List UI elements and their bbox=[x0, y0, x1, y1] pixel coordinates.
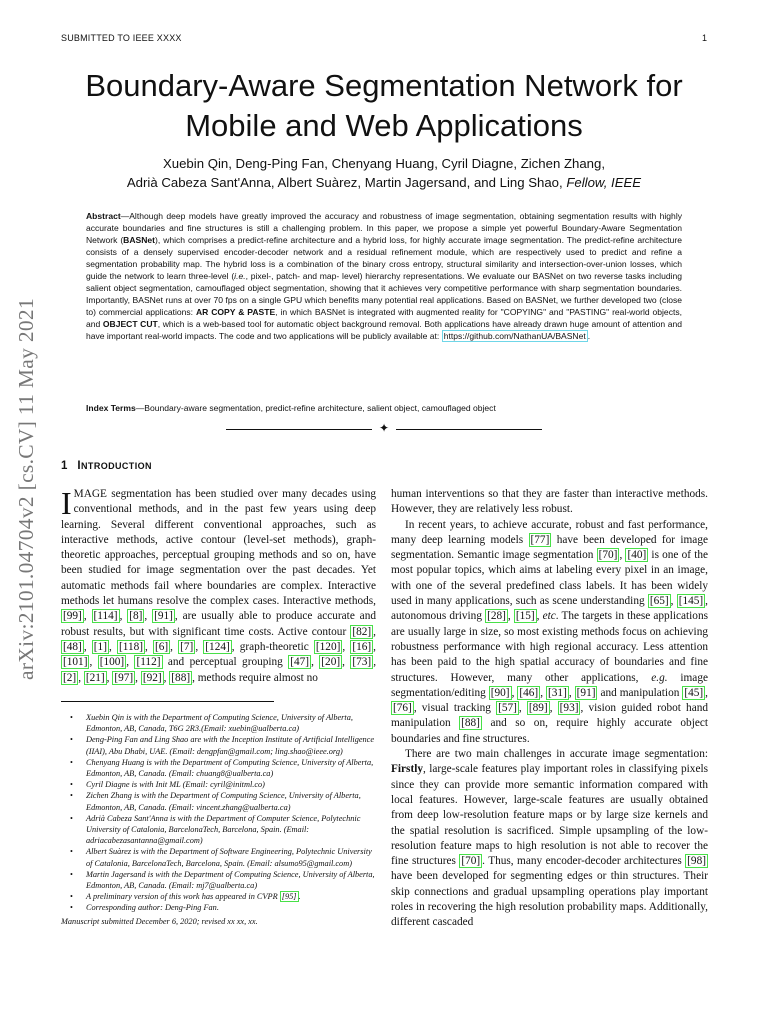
abstract-text: , which is a web-based tool for automatic object background removal. Both applications have already drawn huge amount of attention and have important real-world impacts. The code and two applications will be publicly available at: bbox=[86, 318, 683, 341]
footnote-item: • Deng-Ping Fan and Ling Shao are with the Inception Institute of Artificial Intelligence (IIAI), Abu Dhabi, UAE. (Email: dengpfan@gmail.com; ling.shao@ieee.org) bbox=[76, 734, 376, 756]
section-title bbox=[77, 460, 152, 472]
page-number: 1 bbox=[701, 33, 707, 43]
abstract bbox=[86, 211, 682, 342]
citation-link[interactable]: [98] bbox=[687, 855, 706, 868]
citation-link[interactable]: [92] bbox=[142, 671, 162, 684]
citation-link[interactable]: [15] bbox=[515, 610, 535, 623]
section-divider bbox=[226, 421, 542, 435]
divider-line bbox=[396, 429, 542, 430]
running-header: SUBMITTED TO IEEE XXXX bbox=[61, 33, 182, 43]
intro-paragraph: IMAGE segmentation has been studied over many decades using conventional methods, and in the past few years using deep learning. Several different conventional approaches, such as interactive methods, active contour (level-set methods), graph-theoretic approaches, perceptual grouping methods and so on, have been studied for image segmentation over the past decades. Yet automatic methods fail where boundaries are complex. Interactive methods let humans resolve the complex cases. Interactive methods, [99] , [114] , [8] , [91] , are usually able to produce accurate and robust results, but with significant time costs. Active contour [82] , [48] , [1] , [118] , [6] , [7] , [124] , graph-theoretic [120] , [16] , [101] , [100] , [112] and perceptual grouping [47] , [20] , [73] , [2] , [21] , [97] , [92] , [88] , methods require almost no bbox=[61, 485, 377, 684]
footnote-item: • Chenyang Huang is with the Department of Computing Science, University of Alberta, Edmonton, AB, Canada. (Email: chuang8@ualberta.ca) bbox=[76, 757, 376, 779]
body-text: , autonomous driving bbox=[391, 595, 708, 623]
citation-link[interactable]: [73] bbox=[352, 656, 372, 669]
body-text: . Thus, many encoder-decoder architectures bbox=[482, 855, 686, 868]
citation-link[interactable]: [100] bbox=[99, 656, 125, 669]
body-text: . The targets in these applications are usually large in size, so most existing methods focus on achieving robustness performance with high regional accuracy. Less attention has been paid to the high spatial accuracy of boundaries and fine structures. However, many other applications, bbox=[391, 610, 708, 684]
citation-link[interactable]: [2] bbox=[63, 671, 77, 684]
body-text: There are two main challenges in accurate image segmentation: bbox=[405, 748, 708, 761]
footnote-text: A preliminary version of this work has appeared in CVPR bbox=[86, 892, 280, 902]
citation-link[interactable]: [20] bbox=[321, 656, 341, 669]
footnote-item: • Xuebin Qin is with the Department of Computing Science, University of Alberta, Edmonton, AB, Canada, T6G 2R3.(Email: xuebin@ualberta.ca) bbox=[76, 712, 376, 734]
footnote-item: • Zichen Zhang is with the Department of Computing Science, University of Alberta, Edmonton, AB, Canada. (Email: vincent.zhang@ualberta.ca) bbox=[76, 790, 376, 812]
abstract-basnet: BASNet bbox=[123, 234, 155, 245]
index-terms-text: —Boundary-aware segmentation, predict-refine architecture, salient object, camouflaged object bbox=[135, 403, 496, 413]
divider-line bbox=[226, 429, 372, 430]
citation-link[interactable]: [1] bbox=[93, 640, 107, 653]
citation-link[interactable]: [45] bbox=[684, 686, 704, 699]
body-text: have been developed for segmenting edges or thin structures. Their skip connections and gradual upsampling operations play important roles in recovering the high resolution probability maps. Additionally, different cascaded bbox=[391, 870, 708, 929]
section-title-rest: NTRODUCTION bbox=[81, 461, 152, 471]
manuscript-note: Manuscript submitted December 6, 2020; revised xx xx, xx. bbox=[61, 916, 258, 926]
body-text: image segmentation/editing bbox=[391, 671, 708, 699]
body-text: and perceptual grouping bbox=[162, 656, 289, 669]
title-line-1: Boundary-Aware Segmentation Network for bbox=[85, 68, 683, 103]
abstract-text: , pixel-, patch- and map- level) hierarchy representations. We evaluate our BASNet on two reverse tasks including salient object segmentation, camouflaged object segmentation, showing that it achieves very competitive performance with sharp segmentation boundaries. Importantly, BASNet runs at over 70 fps on a single GPU which benefits many potential real applications. Based on BASNet, we further developed two (close to) commercial applications: bbox=[86, 270, 682, 317]
citation-link[interactable]: [6] bbox=[154, 640, 169, 653]
citation-link[interactable]: [91] bbox=[154, 610, 173, 623]
citation-link[interactable]: [112] bbox=[136, 656, 161, 669]
footnote-text: . bbox=[298, 892, 301, 902]
authors-line-2: Adrià Cabeza Sant'Anna, Albert Suàrez, Martin Jagersand, and Ling Shao, bbox=[126, 175, 567, 191]
citation-link[interactable]: [95] bbox=[281, 892, 297, 902]
footnote-item: • Cyril Diagne is with Init ML (Email: cyril@initml.co) bbox=[76, 779, 376, 790]
author-list bbox=[40, 154, 728, 192]
citation-link[interactable]: [93] bbox=[559, 702, 579, 715]
footnote-item: • Martin Jagersand is with the Department of Computing Science, University of Alberta, Edmonton, AB, Canada. (Email: mj7@ualberta.ca) bbox=[76, 869, 376, 891]
citation-link[interactable]: [57] bbox=[498, 702, 517, 715]
body-text: Firstly bbox=[391, 763, 423, 776]
body-text: and so on, require highly accurate object boundaries and fine structures. bbox=[391, 717, 709, 745]
arxiv-stamp: arXiv:2101.04704v2 [cs.CV] 11 May 2021 bbox=[14, 297, 38, 680]
body-text: and manipulation bbox=[597, 686, 683, 699]
body-paragraph: In recent years, to achieve accurate, robust and fast performance, many deep learning models [77] have been developed for image segmentation. Semantic image segmentation [70] , [40] is one of the most popular topics, which aims at labeling every pixel in an image, with one of the several predefined class labels. It has been widely used in many applications, such as scene understanding [65] , [145] , autonomous driving [28] , [15] , etc. The targets in these applications are usually large in size, so most existing methods focus on achieving robustness performance with high regional accuracy. Less attention has been paid to the high spatial accuracy of boundaries and fine structures. However, many other applications, e.g. image segmentation/editing [90] , [46] , [31] , [91] and manipulation [45] , [76] , visual tracking [57] , [89] , [93] , vision guided robot hand manipulation [88] and so on, require highly accurate object boundaries and fine structures. bbox=[391, 518, 709, 745]
abstract-text: ), which comprises a predict-refine architecture and a hybrid loss, for highly accurate image segmentation. The predict-refine architecture consists of a densely supervised encoder-decoder network and a residual refinement module, which are respectively used to predict and refine a segmentation probability map. The hybrid loss is a combination of the binary cross entropy, structural similarity and intersection-over-union losses, which guide the network to learn three-level ( bbox=[86, 234, 682, 281]
body-text: , are usually able to produce accurate and robust results, but with significant time costs. Active contour bbox=[61, 610, 376, 638]
right-column bbox=[391, 487, 708, 931]
title-line-2: Mobile and Web Applications bbox=[185, 108, 583, 144]
body-paragraph bbox=[391, 747, 708, 931]
index-terms bbox=[86, 403, 682, 415]
citation-link[interactable]: [77] bbox=[530, 533, 550, 546]
citation-link[interactable]: [31] bbox=[548, 686, 567, 699]
citation-link[interactable]: [90] bbox=[490, 686, 510, 699]
left-column bbox=[61, 487, 376, 686]
abstract-text: . bbox=[587, 330, 591, 341]
section-number: 1 bbox=[61, 460, 68, 472]
citation-link[interactable]: [76] bbox=[393, 702, 412, 715]
citation-link[interactable]: [70] bbox=[598, 549, 618, 562]
paper-title bbox=[40, 66, 728, 147]
github-link[interactable]: https://github.com/NathanUA/BASNet bbox=[443, 330, 586, 341]
abstract-objectcut: OBJECT CUT bbox=[102, 318, 158, 329]
footnote-item: • Adrià Cabeza Sant'Anna is with the Department of Computer Science, Polytechnic University of Catalonia, BarcelonaTech, Barcelona, Spain. (Email: adriacabezasantanna@gmail.com) bbox=[76, 813, 376, 847]
body-text: is one of the most popular topics, which aims at labeling every pixel in an image, with one of the several predefined class labels. It has been widely used in many applications, such as scene understanding bbox=[391, 549, 708, 608]
body-text: segmentation has been studied over many decades using conventional methods, and in the past few years using deep learning. Several different conventional approaches, such as interactive methods, active contour (level-set methods), graph-theoretic approaches, perceptual grouping methods and so on, have been studied for image segmentation over the past decades. Yet automatic methods fail where boundaries are complex. Interactive methods let humans resolve the complex cases. Interactive methods, bbox=[61, 488, 376, 608]
citation-link[interactable]: [91] bbox=[576, 686, 596, 699]
citation-link[interactable]: [89] bbox=[528, 702, 548, 715]
citation-link[interactable]: [97] bbox=[114, 671, 134, 684]
section-heading bbox=[61, 460, 152, 472]
citation-link[interactable]: [88] bbox=[461, 717, 480, 730]
divider-star-icon: ✦ bbox=[378, 421, 390, 435]
citation-link[interactable]: [16] bbox=[352, 640, 372, 653]
footnote-item bbox=[76, 891, 376, 902]
citation-link[interactable]: [118] bbox=[118, 640, 144, 653]
abstract-text: , in which BASNet is integrated with augmented reality for "COPYING" and "PASTING" real-world objects, and bbox=[86, 306, 682, 329]
citation-link[interactable]: [46] bbox=[519, 686, 539, 699]
abstract-text: —Although deep models have greatly improved the accuracy and robustness of image segmentation, obtaining segmentation results with highly accurate boundaries and fine structures is still a challenging problem. In this paper, we propose a simple yet powerful Boundary-Aware Segmentation Network ( bbox=[86, 211, 682, 245]
citation-link[interactable]: [8] bbox=[129, 610, 143, 623]
body-text: have been developed for image segmentation. Semantic image segmentation bbox=[391, 533, 708, 562]
body-text: In recent years, to achieve accurate, robust and fast performance, many deep learning models bbox=[391, 518, 708, 546]
citation-link[interactable]: [70] bbox=[461, 855, 481, 868]
citation-link[interactable]: [7] bbox=[180, 640, 194, 653]
abstract-arcopy: AR COPY & PASTE bbox=[195, 306, 276, 317]
section-title-initial: I bbox=[77, 460, 82, 472]
authors-line-1: Xuebin Qin, Deng-Ping Fan, Chenyang Huang, Cyril Diagne, Zichen Zhang, bbox=[162, 156, 606, 171]
body-text: , vision guided robot hand manipulation bbox=[391, 702, 709, 730]
footnotes bbox=[61, 712, 376, 927]
citation-link[interactable]: [124] bbox=[205, 640, 230, 653]
index-terms-label: Index Terms bbox=[86, 403, 136, 413]
citation-link[interactable]: [145] bbox=[678, 595, 704, 608]
citation-link[interactable]: [48] bbox=[63, 640, 82, 653]
abstract-ie: i.e. bbox=[234, 270, 246, 281]
citation-link[interactable]: [65] bbox=[649, 595, 669, 608]
body-text: e.g. bbox=[651, 671, 668, 684]
citation-link[interactable]: [99] bbox=[63, 610, 82, 623]
drop-cap: I bbox=[61, 485, 72, 521]
body-text: etc bbox=[542, 610, 556, 623]
citation-link[interactable]: [28] bbox=[487, 610, 506, 623]
footnote-item: • Corresponding author: Deng-Ping Fan. bbox=[76, 902, 376, 913]
body-text: , methods require almost no bbox=[192, 671, 318, 684]
citation-link[interactable]: [40] bbox=[627, 549, 647, 562]
citation-link[interactable]: [21] bbox=[85, 671, 105, 684]
smallcaps-word: MAGE bbox=[73, 488, 107, 500]
citation-link[interactable]: [82] bbox=[352, 625, 372, 638]
fellow-title: Fellow, IEEE bbox=[566, 175, 642, 191]
citation-link[interactable]: [47] bbox=[290, 656, 310, 669]
body-paragraph: human interventions so that they are faster than interactive methods. However, they are relatively less robust. bbox=[391, 488, 708, 516]
body-text: , visual tracking bbox=[413, 702, 497, 715]
citation-link[interactable]: [101] bbox=[63, 656, 88, 669]
footnote-rule bbox=[61, 701, 274, 702]
footnote-item: • Albert Suàrez is with the Department of Software Engineering, Polytechnic University of Catalonia, BarcelonaTech, Barcelona, Spain. (Email: alsumo95@gmail.com) bbox=[76, 846, 376, 868]
citation-link[interactable]: [88] bbox=[171, 671, 191, 684]
citation-link[interactable]: [114] bbox=[93, 610, 118, 623]
citation-link[interactable]: [120] bbox=[315, 640, 341, 653]
body-text: , graph-theoretic bbox=[231, 640, 314, 653]
abstract-label: Abstract bbox=[86, 211, 121, 221]
body-text: , large-scale features play important roles in classifying pixels since they can provide more semantic information compared with local features. However, large-scale features are usually obtained from deep low-resolution feature maps or by large size kernels and the spatial resolution is sacrificed. Simple upsampling of the low-resolution feature maps to high resolution is not able to recover the fine structures bbox=[391, 763, 708, 868]
